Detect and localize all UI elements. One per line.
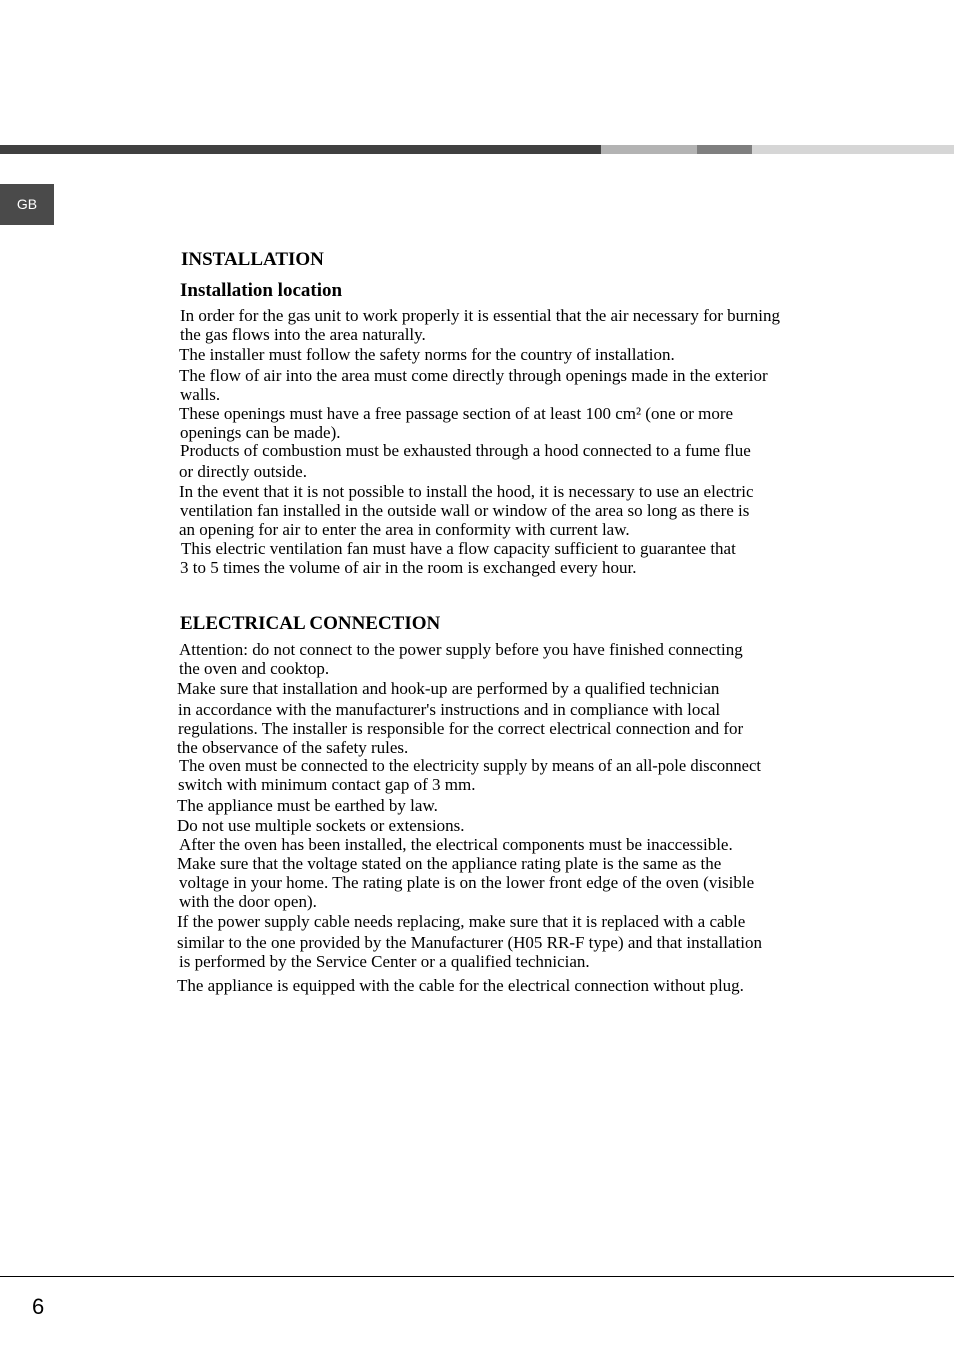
language-tab: GB	[0, 184, 54, 225]
installation-line: ventilation fan installed in the outside wall or window of the area so long as there is	[180, 501, 750, 520]
installation-line: walls.	[180, 385, 221, 404]
footer-rule	[0, 1276, 954, 1277]
installation-line: The flow of air into the area must come directly through openings made in the exterior	[179, 366, 768, 385]
electrical-line: in accordance with the manufacturer's instructions and in compliance with local	[178, 700, 721, 719]
installation-line: In order for the gas unit to work properly it is essential that the air necessary for burning	[180, 306, 781, 325]
installation-location-subheading: Installation location	[180, 280, 343, 301]
installation-line: or directly outside.	[179, 462, 307, 481]
installation-line: In the event that it is not possible to install the hood, it is necessary to use an electric	[179, 482, 754, 501]
top-bar-segment-dark	[0, 145, 601, 154]
installation-line: 3 to 5 times the volume of air in the room is exchanged every hour.	[180, 558, 637, 577]
electrical-connection-heading: ELECTRICAL CONNECTION	[180, 613, 441, 634]
electrical-line: The appliance must be earthed by law.	[177, 796, 438, 815]
installation-line: This electric ventilation fan must have a flow capacity sufficient to guarantee that	[181, 539, 736, 558]
electrical-line: is performed by the Service Center or a qualified technician.	[179, 952, 590, 971]
electrical-line: If the power supply cable needs replacing, make sure that it is replaced with a cable	[177, 912, 746, 931]
electrical-line: The appliance is equipped with the cable for the electrical connection without plug.	[177, 976, 744, 995]
electrical-line: switch with minimum contact gap of 3 mm.	[178, 775, 476, 794]
electrical-line: regulations. The installer is responsible for the correct electrical connection and for	[178, 719, 744, 738]
top-bar-segment-pale	[752, 145, 954, 154]
installation-line: an opening for air to enter the area in conformity with current law.	[179, 520, 630, 539]
electrical-line: voltage in your home. The rating plate is on the lower front edge of the oven (visible	[179, 873, 755, 892]
installation-line: Products of combustion must be exhausted through a hood connected to a fume flue	[180, 441, 751, 460]
installation-line: the gas flows into the area naturally.	[180, 325, 426, 344]
installation-heading: INSTALLATION	[181, 249, 324, 270]
electrical-line: similar to the one provided by the Manufacturer (H05 RR-F type) and that installation	[177, 933, 762, 952]
electrical-line: Make sure that installation and hook-up are performed by a qualified technician	[177, 679, 720, 698]
electrical-line: Attention: do not connect to the power supply before you have finished connecting	[179, 640, 743, 659]
electrical-line: Make sure that the voltage stated on the appliance rating plate is the same as the	[177, 854, 722, 873]
top-bar-segment-light	[601, 145, 697, 154]
installation-line: openings can be made).	[180, 423, 341, 442]
electrical-line: After the oven has been installed, the electrical components must be inaccessible.	[179, 835, 733, 854]
top-color-bar	[0, 145, 954, 154]
electrical-line: Do not use multiple sockets or extensions.	[177, 816, 465, 835]
installation-line: These openings must have a free passage section of at least 100 cm² (one or more	[179, 404, 734, 423]
top-bar-segment-mid	[697, 145, 752, 154]
installation-line: The installer must follow the safety norms for the country of installation.	[179, 345, 675, 364]
electrical-line: The oven must be connected to the electricity supply by means of an all-pole disconnect	[179, 756, 761, 775]
electrical-line: the oven and cooktop.	[179, 659, 330, 678]
page-number: 6	[32, 1294, 45, 1319]
electrical-line: with the door open).	[179, 892, 317, 911]
electrical-line: the observance of the safety rules.	[177, 738, 409, 757]
